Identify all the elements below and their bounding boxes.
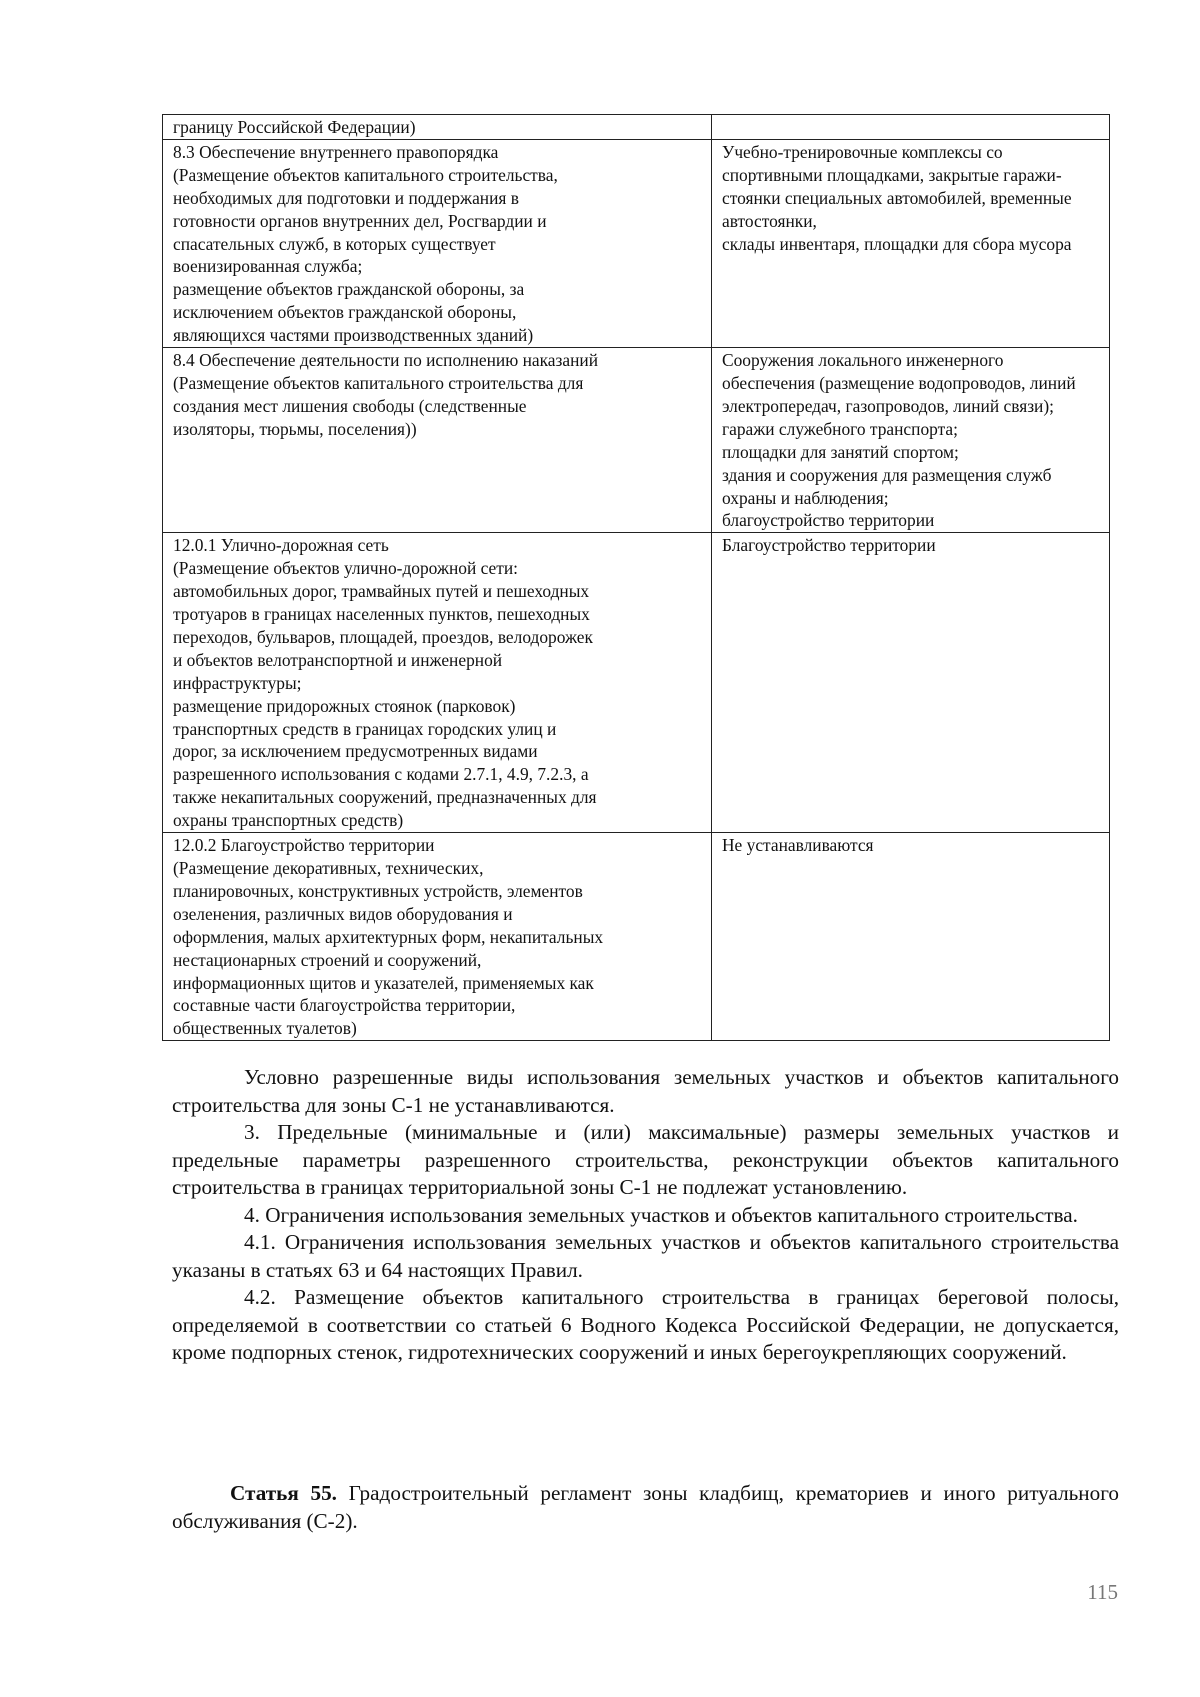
cell-line: военизированная служба; — [173, 256, 363, 277]
table-cell-use-type — [163, 139, 712, 347]
paragraph-item-4-1: 4.1. Ограничения использования земельных участков и объектов капитального строительства указаны в статьях 63 и 64 настоящих Правил. — [172, 1230, 1119, 1282]
cell-line: тротуаров в границах населенных пунктов, пешеходных — [173, 604, 590, 625]
cell-line: общественных туалетов) — [173, 1018, 357, 1039]
cell-line: стоянки специальных автомобилей, временные — [722, 187, 1072, 208]
cell-line: готовности органов внутренних дел, Росгвардии и — [173, 210, 547, 231]
cell-line: изоляторы, тюрьмы, поселения)) — [173, 418, 417, 439]
article-label: Статья 55. — [230, 1481, 337, 1505]
cell-line — [722, 116, 1099, 139]
cell-line: Учебно-тренировочные комплексы со — [722, 141, 1003, 162]
table-row — [163, 533, 1110, 833]
cell-line: составные части благоустройства территории, — [173, 995, 516, 1016]
cell-line: транспортных средств в границах городских улиц и — [173, 718, 557, 739]
table-cell-auxiliary-uses — [712, 348, 1110, 533]
cell-line: 12.0.1 Улично-дорожная сеть — [173, 535, 389, 556]
cell-line: благоустройство территории — [722, 510, 935, 531]
table-cell-auxiliary-uses — [712, 139, 1110, 347]
body-text — [172, 1064, 1119, 1367]
cell-line: информационных щитов и указателей, применяемых как — [173, 972, 594, 993]
cell-line: дорог, за исключением предусмотренных видами — [173, 741, 538, 762]
cell-line: охраны транспортных средств) — [173, 810, 404, 831]
cell-line: (Размещение декоративных, технических, — [173, 858, 484, 878]
paragraph-item-3: 3. Предельные (минимальные и (или) максимальные) размеры земельных участков и предельные параметры разрешенного строительства, реконструкции объектов капитального строительства в границах территориальной зоны С-1 не подлежат установлению. — [172, 1120, 1119, 1199]
table-cell-use-type — [163, 833, 712, 1041]
table-row — [163, 115, 1110, 140]
cell-line: разрешенного использования с кодами 2.7.1, 4.9, 7.2.3, а — [173, 764, 589, 785]
article-heading — [172, 1480, 1119, 1535]
table-row — [163, 139, 1110, 347]
cell-line: 8.4 Обеспечение деятельности по исполнению наказаний — [173, 350, 599, 371]
regulation-table — [162, 114, 1110, 1041]
cell-line: Благоустройство территории — [722, 535, 936, 556]
table-cell-use-type — [163, 533, 712, 833]
cell-line: и объектов велотранспортной и инженерной — [173, 649, 503, 670]
article-title: Градостроительный регламент зоны кладбищ, крематориев и иного ритуального обслуживания (С-2). — [172, 1481, 1119, 1533]
paragraph-item-4-2: 4.2. Размещение объектов капитального строительства в границах береговой полосы, определяемой в соответствии со статьей 6 Водного Кодекса Российской Федерации, не допускается, кроме подпорных стенок, гидротехнических сооружений и иных берегоукрепляющих сооружений. — [172, 1285, 1119, 1364]
cell-line: планировочных, конструктивных устройств, элементов — [173, 880, 583, 901]
table-cell-auxiliary-uses — [712, 533, 1110, 833]
cell-line: (Размещение объектов капитального строительства, — [173, 164, 558, 185]
cell-line: спортивными площадками, закрытые гаражи- — [722, 164, 1062, 185]
table-cell-use-type — [163, 115, 712, 140]
cell-line: размещение придорожных стоянок (парковок) — [173, 695, 516, 716]
cell-line: необходимых для подготовки и поддержания в — [173, 187, 519, 208]
cell-line: автомобильных дорог, трамвайных путей и пешеходных — [173, 581, 590, 602]
cell-line: автостоянки, — [722, 210, 817, 231]
table-cell-use-type — [163, 348, 712, 533]
cell-line: 8.3 Обеспечение внутреннего правопорядка — [173, 141, 499, 162]
cell-line: озеленения, различных видов оборудования и — [173, 903, 513, 924]
paragraph-conditional-uses: Условно разрешенные виды использования земельных участков и объектов капитального строительства для зоны С-1 не устанавливаются. — [172, 1065, 1119, 1117]
cell-line: границу Российской Федерации) — [173, 117, 416, 137]
cell-line: создания мест лишения свободы (следственные — [173, 395, 527, 416]
cell-line: 12.0.2 Благоустройство территории — [173, 835, 435, 856]
cell-line: спасательных служб, в которых существует — [173, 233, 496, 254]
cell-line: являющихся частями производственных зданий) — [173, 325, 534, 346]
cell-line: склады инвентаря, площадки для сбора мусора — [722, 233, 1072, 254]
cell-line: обеспечения (размещение водопроводов, линий — [722, 372, 1076, 393]
cell-line: площадки для занятий спортом; — [722, 441, 959, 462]
article-paragraph — [172, 1480, 1119, 1535]
cell-line: (Размещение объектов улично-дорожной сети: — [173, 558, 519, 579]
cell-line: нестационарных строений и сооружений, — [173, 949, 482, 970]
cell-line: размещение объектов гражданской обороны, за — [173, 279, 525, 300]
cell-line: также некапитальных сооружений, предназначенных для — [173, 787, 597, 808]
cell-line: оформления, малых архитектурных форм, некапитальных — [173, 926, 604, 947]
cell-line: инфраструктуры; — [173, 672, 302, 693]
cell-line: (Размещение объектов капитального строительства для — [173, 372, 584, 393]
cell-line: исключением объектов гражданской обороны, — [173, 302, 517, 323]
table-row — [163, 833, 1110, 1041]
table-row — [163, 348, 1110, 533]
cell-line: электропередач, газопроводов, линий связи); — [722, 395, 1054, 416]
page-number: 115 — [1087, 1580, 1118, 1604]
table-cell-auxiliary-uses — [712, 833, 1110, 1041]
cell-line: Сооружения локального инженерного — [722, 350, 1004, 371]
cell-line: охраны и наблюдения; — [722, 487, 889, 508]
cell-line: гаражи служебного транспорта; — [722, 418, 958, 439]
table-cell-auxiliary-uses — [712, 115, 1110, 140]
cell-line: Не устанавливаются — [722, 835, 874, 856]
cell-line: переходов, бульваров, площадей, проездов, велодорожек — [173, 626, 593, 647]
table-body — [163, 115, 1110, 1041]
paragraph-item-4: 4. Ограничения использования земельных участков и объектов капитального строительства. — [244, 1202, 1078, 1227]
cell-line: здания и сооружения для размещения служб — [722, 464, 1052, 485]
